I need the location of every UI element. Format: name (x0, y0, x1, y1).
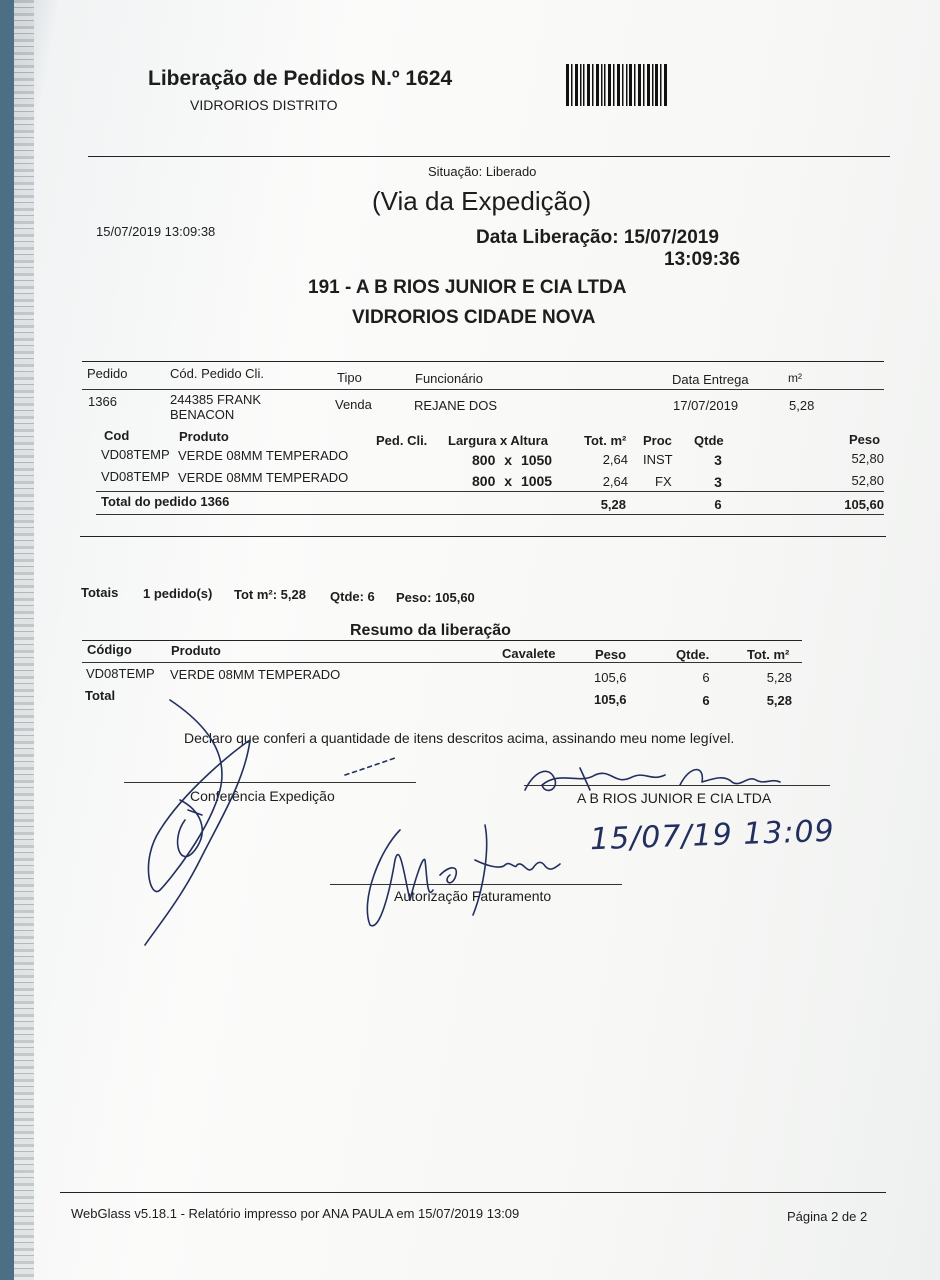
col-funcionario-header: Funcionário (415, 371, 483, 386)
company-name: VIDRORIOS DISTRITO (190, 97, 338, 113)
col-tipo-header: Tipo (337, 370, 362, 385)
release-date-label: Data Liberação: (476, 227, 619, 248)
order-m2: 5,28 (789, 398, 815, 413)
item-2-largura: 800 (472, 473, 496, 489)
totals-pedidos: 1 pedido(s) (143, 586, 213, 601)
item-2-altura: 1005 (520, 473, 553, 489)
autorizacao-label: Autorização Faturamento (394, 888, 552, 904)
item-1-produto: VERDE 08MM TEMPERADO (178, 448, 349, 463)
summary-row-peso: 105,6 (594, 670, 627, 685)
client-subtitle: VIDRORIOS CIDADE NOVA (352, 307, 596, 328)
summary-total-totm2: 5,28 (766, 693, 792, 708)
item-2-proc: FX (655, 474, 672, 489)
item-col-pedcli-header: Ped. Cli. (376, 433, 428, 448)
client-handwritten-signature (520, 760, 800, 800)
item-col-proc-header: Proc (643, 433, 672, 448)
item-1-x: x (504, 452, 513, 468)
order-tipo: Venda (335, 397, 372, 412)
item-col-produto-header: Produto (179, 429, 229, 444)
summary-total-label: Total (85, 688, 116, 703)
order-table-bottom-line (80, 536, 886, 537)
order-funcionario: REJANE DOS (414, 398, 498, 413)
release-time: 13:09:36 (664, 249, 741, 270)
item-1-proc: INST (643, 452, 673, 467)
declaration-text: Declaro que conferi a quantidade de itens descritos acima, assinando meu nome legível. (184, 730, 735, 746)
client-name: 191 - A B RIOS JUNIOR E CIA LTDA (308, 277, 627, 298)
item-1-qtde: 3 (714, 452, 722, 468)
order-cod-cli-line1: 244385 FRANK (170, 392, 262, 407)
summary-total-peso: 105,6 (594, 692, 627, 707)
item-2-peso: 52,80 (851, 473, 884, 488)
ink-mark (340, 755, 400, 780)
summary-col-produto: Produto (171, 643, 221, 658)
summary-col-qtde: Qtde. (676, 647, 710, 662)
header-divider (88, 156, 890, 157)
col-pedido-header: Pedido (87, 366, 128, 381)
summary-total-qtde: 6 (702, 693, 710, 708)
page-edge (14, 0, 34, 1280)
totals-qtde: Qtde: 6 (330, 589, 375, 604)
conferencia-handwritten-signature (140, 680, 260, 950)
totals-peso: Peso: 105,60 (396, 590, 475, 605)
footer-page-number: Página 2 de 2 (787, 1209, 868, 1224)
summary-header-divider (82, 662, 802, 663)
order-total-bottom-line (96, 514, 884, 515)
order-total-m2: 5,28 (600, 497, 626, 512)
item-col-dims-header: Largura x Altura (448, 433, 548, 448)
summary-row-produto: VERDE 08MM TEMPERADO (170, 667, 341, 682)
item-1-totm2: 2,64 (602, 452, 628, 467)
summary-col-totm2: Tot. m² (747, 647, 790, 662)
item-2-x: x (504, 473, 513, 489)
order-total-label: Total do pedido 1366 (101, 494, 230, 509)
summary-col-codigo: Código (87, 642, 132, 657)
items-total-divider (96, 491, 884, 492)
item-2-produto: VERDE 08MM TEMPERADO (178, 470, 349, 485)
item-2-dims (472, 473, 552, 489)
col-m2-header: m² (788, 371, 802, 385)
autorizacao-handwritten-signature (355, 820, 565, 935)
summary-top-line (82, 640, 802, 641)
order-data-entrega: 17/07/2019 (673, 398, 739, 413)
item-col-peso-header: Peso (849, 432, 881, 447)
item-1-cod: VD08TEMP (101, 447, 170, 462)
conferencia-label: Conferência Expedição (190, 788, 335, 804)
item-1-largura: 800 (472, 452, 496, 468)
item-col-qtde-header: Qtde (694, 433, 724, 448)
order-pedido: 1366 (88, 394, 117, 409)
order-cod-cli-line2: BENACON (170, 407, 235, 422)
order-total-qtde: 6 (714, 497, 722, 512)
col-cod-cli-header: Cód. Pedido Cli. (170, 366, 264, 381)
order-cod-cli (170, 392, 261, 422)
barcode (566, 64, 668, 106)
order-total-peso: 105,60 (844, 497, 884, 512)
col-data-entrega-header: Data Entrega (672, 372, 749, 387)
summary-col-cavalete: Cavalete (502, 646, 556, 661)
situation-label: Situação: Liberado (428, 164, 537, 179)
item-col-totm2-header: Tot. m² (584, 433, 627, 448)
item-2-totm2: 2,64 (602, 474, 628, 489)
item-1-dims (472, 452, 552, 468)
order-table-top-line (82, 361, 884, 362)
item-1-peso: 52,80 (851, 451, 884, 466)
item-2-qtde: 3 (714, 474, 722, 490)
summary-row-codigo: VD08TEMP (86, 666, 155, 681)
footer-divider (60, 1192, 886, 1193)
printed-timestamp: 15/07/2019 13:09:38 (96, 224, 216, 239)
summary-col-peso: Peso (595, 647, 627, 662)
footer-print-info: WebGlass v5.18.1 - Relatório impresso por ANA PAULA em 15/07/2019 13:09 (71, 1206, 520, 1221)
release-date: 15/07/2019 (623, 227, 719, 248)
item-2-cod: VD08TEMP (101, 469, 170, 484)
summary-title: Resumo da liberação (350, 622, 511, 639)
summary-row-totm2: 5,28 (766, 670, 792, 685)
totals-tot-m2: Tot m²: 5,28 (234, 587, 306, 602)
document-title: Liberação de Pedidos N.º 1624 (148, 67, 453, 90)
client-signature-name: A B RIOS JUNIOR E CIA LTDA (577, 790, 772, 806)
summary-row-qtde: 6 (702, 670, 710, 685)
totals-label: Totais (81, 585, 119, 600)
via-label: (Via da Expedição) (372, 186, 592, 216)
item-1-altura: 1050 (520, 452, 553, 468)
order-header-divider (82, 389, 884, 390)
handwritten-date: 15/07/19 13:09 (589, 813, 836, 858)
item-col-cod-header: Cod (104, 428, 130, 443)
release-date-line (476, 227, 719, 249)
